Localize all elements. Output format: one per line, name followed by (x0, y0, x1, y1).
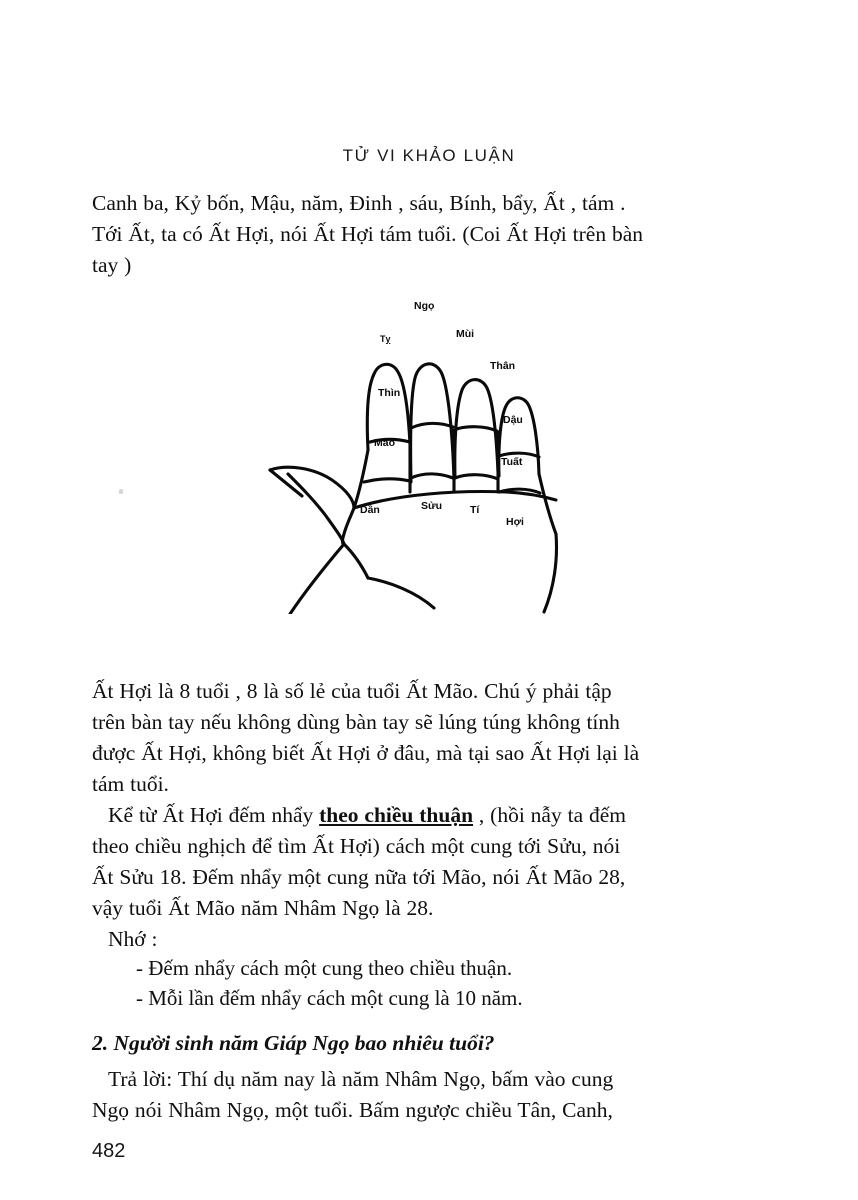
intro-line-1: Canh ba, Kỷ bốn, Mậu, năm, Đinh , sáu, Bính, bẩy, Ất , tám . (92, 191, 626, 215)
body2-line-2: theo chiều nghịch để tìm Ất Hợi) cách một cung tới Sửu, nói (92, 834, 621, 858)
label-ty: Tỵ (380, 334, 391, 344)
knuckle-base-line (354, 492, 556, 508)
nho-label: Nhớ : (108, 927, 158, 951)
divider-middle-upper (411, 423, 453, 428)
page-number: 482 (92, 1140, 126, 1162)
hand-zodiac-diagram (258, 282, 602, 614)
body2-line-1-suffix: , (hồi nẫy ta đếm (473, 803, 627, 827)
body1-line-2: trên bàn tay nếu không dùng bàn tay sẽ lúng túng không tính (92, 710, 620, 734)
label-suu: Sửu (421, 500, 443, 512)
answer-line-2: Ngọ nói Nhâm Ngọ, một tuổi. Bấm ngược chiều Tân, Canh, (92, 1098, 613, 1122)
intro-line-3: tay ) (92, 253, 132, 277)
body2-line-3: Ất Sửu 18. Đếm nhẩy một cung nữa tới Mão, nói Ất Mão 28, (92, 865, 626, 889)
nho-item-1: - Đếm nhẩy cách một cung theo chiều thuận. (136, 956, 513, 980)
label-mui: Mùi (456, 328, 475, 340)
body2-line-1-prefix: Kể từ Ất Hợi đếm nhẩy (108, 803, 320, 827)
thumb-top-edge (270, 467, 354, 508)
label-dau: Dậu (503, 414, 523, 426)
body2-line-1 (92, 800, 744, 831)
body1-line-4: tám tuổi. (92, 772, 169, 796)
label-dan: Dần (360, 504, 380, 516)
intro-line-2: Tới Ất, ta có Ất Hợi, nói Ất Hợi tám tuổi. (Coi Ất Hợi trên bàn (92, 222, 643, 246)
divider-ring-upper (454, 427, 497, 431)
divider-ring-lower (455, 475, 498, 479)
body1-line-1: Ất Hợi là 8 tuổi , 8 là số lẻ của tuổi Ất Mão. Chú ý phải tập (92, 679, 612, 703)
body-paragraph-2 (92, 800, 744, 924)
body2-line-4: vậy tuổi Ất Mão năm Nhâm Ngọ là 28. (92, 896, 434, 920)
intro-paragraph (92, 188, 744, 281)
palm-crease-lower (368, 578, 434, 608)
divider-middle-lower (411, 474, 453, 478)
palm-right-edge (539, 474, 556, 534)
question-2-heading-block (92, 1028, 744, 1059)
hand-diagram-svg (258, 282, 602, 614)
nho-list (92, 953, 744, 1013)
body-paragraph-1 (92, 676, 744, 800)
thumb-web-crease (343, 508, 355, 544)
palm-left-edge (354, 450, 368, 508)
question-2-heading: 2. Người sinh năm Giáp Ngọ bao nhiêu tuổi? (92, 1031, 495, 1055)
nho-label-block (92, 924, 744, 955)
body2-emphasis-theo-chieu-thuan: theo chiều thuận (319, 803, 474, 827)
label-mao: Mão (374, 437, 395, 449)
thumb-lower-edge (290, 544, 344, 614)
scan-artifact-speck (119, 489, 123, 494)
label-hoi: Hợi (506, 516, 524, 528)
running-head: TỬ VI KHẢO LUẬN (342, 146, 516, 165)
palm-right-lower (544, 534, 557, 612)
body1-line-3: được Ất Hợi, không biết Ất Hợi ở đâu, mà tại sao Ất Hợi lại là (92, 741, 640, 765)
label-thin: Thìn (378, 387, 401, 399)
palm-crease-left (344, 544, 368, 578)
answer-line-1: Trả lời: Thí dụ năm nay là năm Nhâm Ngọ, bấm vào cung (108, 1067, 614, 1091)
question-2-answer (92, 1064, 744, 1126)
label-than: Thân (490, 360, 516, 372)
label-ngo: Ngọ (414, 300, 435, 312)
hand-outline-group (270, 364, 557, 614)
label-ti: Tí (470, 504, 480, 516)
label-tuat: Tuất (501, 456, 523, 468)
divider-index-lower (364, 479, 410, 482)
nho-item-2: - Mỗi lần đếm nhẩy cách một cung là 10 năm. (136, 986, 523, 1010)
